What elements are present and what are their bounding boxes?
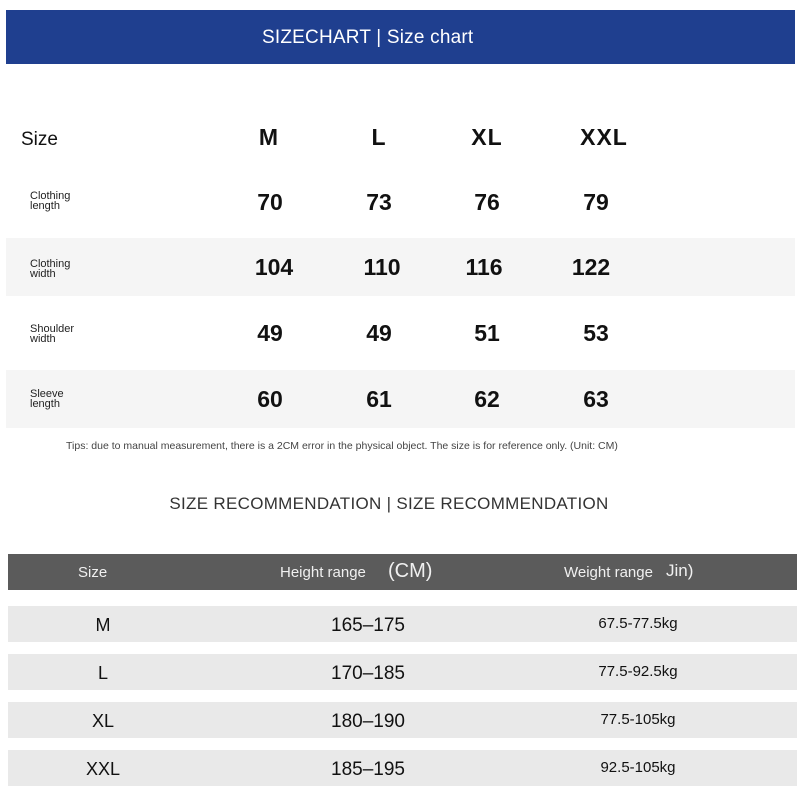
recommendation-row-xl — [8, 702, 797, 738]
rec-height: 165–175 — [331, 615, 405, 636]
size-header-xl: XL — [471, 124, 503, 150]
cell-value: 49 — [257, 320, 283, 346]
rec-height: 180–190 — [331, 711, 405, 732]
row-label-line2: width — [30, 268, 56, 280]
cell-value: 60 — [257, 386, 283, 412]
cell-value: 53 — [583, 320, 609, 346]
size-header-l: L — [371, 124, 387, 150]
header-weight-unit: Jin) — [666, 561, 694, 580]
header-height-unit: (CM) — [388, 560, 433, 582]
size-header-label: Size — [21, 129, 58, 150]
rec-weight: 92.5-105kg — [600, 759, 676, 776]
cell-value: 76 — [474, 189, 500, 215]
rec-weight: 77.5-105kg — [600, 711, 676, 728]
rec-size: M — [95, 615, 111, 635]
cell-value: 61 — [366, 386, 392, 412]
rec-size: L — [97, 663, 108, 683]
banner-title: SIZECHART | Size chart — [262, 27, 474, 48]
rec-height: 185–195 — [331, 759, 405, 780]
cell-value: 73 — [366, 189, 392, 215]
row-label-line1: Clothing — [30, 258, 71, 270]
cell-value: 116 — [465, 254, 503, 280]
cell-value: 51 — [474, 320, 500, 346]
rec-height: 170–185 — [331, 663, 405, 684]
recommendation-header — [8, 554, 797, 590]
cell-value: 62 — [474, 386, 500, 412]
row-label — [30, 324, 110, 344]
chart-row-sleeve-length — [6, 370, 795, 428]
size-header-m: M — [258, 124, 280, 150]
row-label — [30, 259, 110, 279]
recommendation-row-xxl — [8, 750, 797, 786]
row-label — [30, 389, 110, 409]
rec-size: XXL — [85, 759, 121, 779]
cell-value: 122 — [571, 254, 611, 280]
header-height: Height range — [280, 564, 366, 581]
row-label-line2: length — [30, 200, 60, 212]
header-weight: Weight range — [564, 564, 653, 581]
recommendation-row-l — [8, 654, 797, 690]
cell-value: 110 — [363, 254, 401, 280]
measurement-tips: Tips: due to manual measurement, there is a 2CM error in the physical object. The size is for reference only. (Unit: CM) — [66, 440, 618, 452]
row-label — [30, 191, 110, 211]
size-header-xxl: XXL — [580, 124, 628, 150]
row-label-line2: length — [30, 398, 60, 410]
cell-value: 49 — [366, 320, 392, 346]
row-label-line1: Shoulder — [30, 323, 75, 335]
rec-weight: 77.5-92.5kg — [598, 663, 678, 680]
recommendation-title: SIZE RECOMMENDATION | SIZE RECOMMENDATION — [169, 494, 609, 513]
rec-size: XL — [91, 711, 115, 731]
size-chart-banner — [6, 10, 795, 64]
cell-value: 104 — [254, 254, 294, 280]
chart-row-clothing-width — [6, 238, 795, 296]
row-label-line2: width — [30, 333, 56, 345]
row-label-line1: Clothing — [30, 190, 71, 202]
header-size: Size — [78, 564, 108, 581]
cell-value: 63 — [583, 386, 609, 412]
chart-row-clothing-length — [6, 174, 795, 230]
rec-weight: 67.5-77.5kg — [598, 615, 678, 632]
cell-value: 70 — [257, 189, 283, 215]
recommendation-row-m — [8, 606, 797, 642]
cell-value: 79 — [583, 189, 609, 215]
row-label-line1: Sleeve — [30, 388, 64, 400]
chart-row-shoulder-width — [6, 304, 795, 362]
